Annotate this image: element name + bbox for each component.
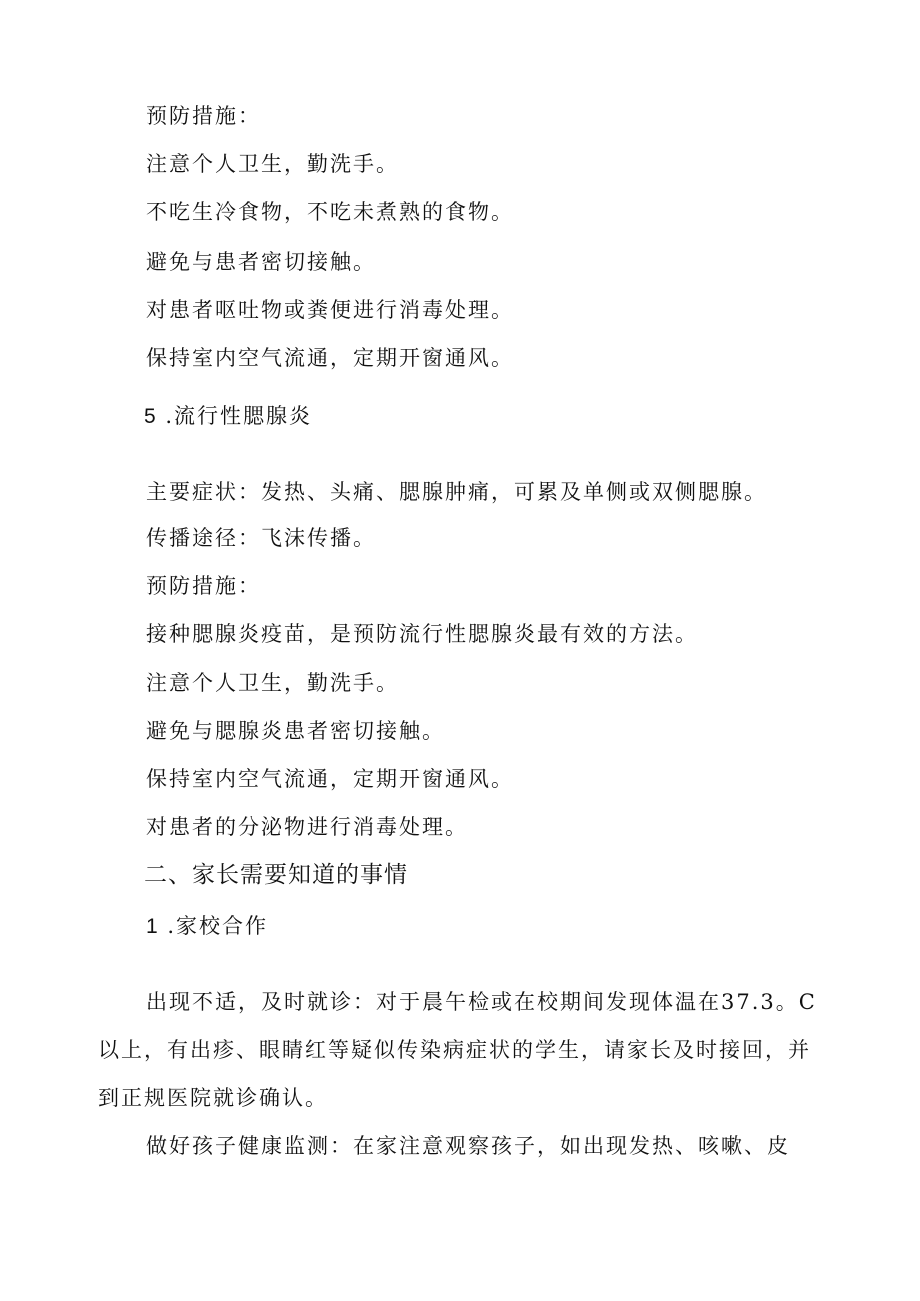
measure-item: 对患者呕吐物或粪便进行消毒处理。: [146, 298, 514, 322]
symptoms-text: 主要症状：发热、头痛、腮腺肿痛，可累及单侧或双侧腮腺。: [146, 480, 767, 504]
measure-item: 避免与患者密切接触。: [146, 250, 376, 274]
subsection-number: 1: [146, 915, 159, 938]
measure-item: 不吃生冷食物，不吃未煮熟的食物。: [146, 200, 514, 224]
measure-item: 保持室内空气流通，定期开窗通风。: [146, 346, 514, 370]
paragraph-line: 出现不适，及时就诊：对于晨午检或在校期间发现体温在37.3。C: [146, 990, 817, 1014]
measure-item: 注意个人卫生，勤洗手。: [146, 152, 399, 176]
measure-item: 避免与腮腺炎患者密切接触。: [146, 719, 445, 743]
paragraph-line: 做好孩子健康监测：在家注意观察孩子，如出现发热、咳嗽、皮: [146, 1134, 790, 1158]
paragraph-line: 到正规医院就诊确认。: [98, 1086, 328, 1110]
subsection-title: .家校合作: [167, 914, 269, 938]
section5-heading: [144, 402, 312, 431]
subsection-heading: [146, 912, 268, 941]
part2-heading: 二、家长需要知道的事情: [144, 862, 408, 888]
section5-title: .流行性腮腺炎: [165, 404, 313, 428]
measure-item: 保持室内空气流通，定期开窗通风。: [146, 767, 514, 791]
paragraph-line: 以上，有出疹、眼睛红等疑似传染病症状的学生，请家长及时接回，并: [98, 1038, 811, 1062]
prevention-label: 预防措施：: [146, 574, 261, 598]
transmission-text: 传播途径：飞沫传播。: [146, 526, 376, 550]
measure-item: 接种腮腺炎疫苗，是预防流行性腮腺炎最有效的方法。: [146, 622, 698, 646]
measure-item: 注意个人卫生，勤洗手。: [146, 671, 399, 695]
prevention-label: 预防措施：: [146, 104, 261, 128]
measure-item: 对患者的分泌物进行消毒处理。: [146, 815, 468, 839]
section5-number: 5: [144, 405, 157, 428]
